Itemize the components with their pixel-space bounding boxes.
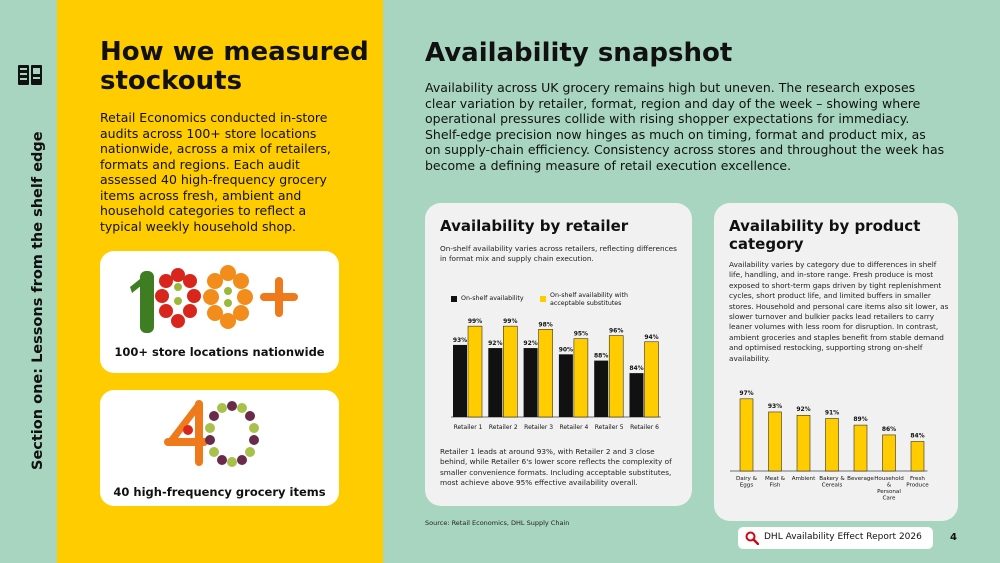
retailer-panel-title: Availability by retailer <box>440 217 629 235</box>
source-note: Source: Retail Economics, DHL Supply Chain <box>425 519 570 527</box>
retailer-panel-footnote: Retailer 1 leads at around 93%, with Retailer 2 and 3 close behind, while Retailer 6's lower score reflects the complexity of smaller convenience formats. Including acceptable substitutes, most achieve above 95% effective availability overall. <box>440 447 672 488</box>
tick-label-category-1: Dairy & Eggs <box>735 476 758 489</box>
tick-label-retailer-5: Retailer 5 <box>594 424 624 431</box>
section-sidebar <box>0 0 57 563</box>
category-panel <box>714 203 958 521</box>
bar-on-shelf-1 <box>453 345 467 417</box>
bar-on-shelf-5 <box>594 361 608 417</box>
bar-substitutes-2 <box>503 326 517 417</box>
data-label-category-2: 93% <box>767 402 783 410</box>
data-label-on-shelf-6: 84% <box>629 365 644 373</box>
produce-100-plus-illustration <box>100 251 339 343</box>
stat-card-items <box>100 390 339 506</box>
data-label-substitutes-4: 95% <box>573 330 589 338</box>
legend-label-on-shelf: On-shelf availability <box>461 295 524 302</box>
method-body: Retail Economics conducted in-store audits across 100+ store locations nationwide, across a mix of retailers, formats and regions. Each audit assessed 40 high-frequency grocery items across fresh, ambient and household categories to reflect a typical weekly household shop. <box>100 110 331 234</box>
data-label-substitutes-2: 99% <box>503 318 518 326</box>
retailer-panel-description: On-shelf availability varies across retailers, reflecting differences in format mix and supply chain execution. <box>440 244 677 264</box>
page-number: 4 <box>950 532 957 543</box>
data-label-category-6: 86% <box>881 425 897 433</box>
tick-label-retailer-6: Retailer 6 <box>630 424 659 431</box>
tick-label-retailer-2: Retailer 2 <box>488 424 518 431</box>
data-label-substitutes-5: 96% <box>609 327 624 335</box>
retailer-bar-chart <box>425 313 692 441</box>
bar-substitutes-4 <box>574 339 588 417</box>
data-label-category-1: 97% <box>739 389 754 397</box>
tick-label-retailer-1: Retailer 1 <box>453 424 483 431</box>
category-panel-description: Availability varies by category due to differences in shelf life, handling, and in-store range. Fresh produce is most exposed to short-term gaps driven by tight replenishment cycles, short product life, and limited buffers in smaller stores. Household and personal care items also sit lower, as slower turnover and bulkier packs lead retailers to carry leaner volumes with less room for disruption. In contrast, ambient groceries and staples benefit from stable demand and optimised restocking, supporting strong on-shelf availability. <box>729 260 949 363</box>
category-bar-chart <box>714 373 958 519</box>
bar-category-5 <box>854 425 867 471</box>
bar-category-4 <box>826 419 839 471</box>
stat-card-stores <box>100 251 339 373</box>
method-title: How we measured stockouts <box>100 37 369 96</box>
legend-swatch-substitutes <box>540 296 546 302</box>
data-label-category-4: 91% <box>824 409 840 417</box>
data-label-substitutes-1: 99% <box>467 318 483 326</box>
tick-label-category-7: Fresh Produce <box>906 476 929 489</box>
data-label-category-7: 84% <box>910 432 925 440</box>
document-icon <box>17 64 43 86</box>
bar-on-shelf-6 <box>630 373 644 417</box>
tick-label-category-5: Beverage <box>847 476 874 482</box>
data-label-category-5: 89% <box>853 416 868 424</box>
bar-substitutes-3 <box>539 329 553 417</box>
bar-substitutes-6 <box>645 342 659 417</box>
bar-on-shelf-2 <box>488 348 502 417</box>
page-title: Availability snapshot <box>425 38 733 68</box>
legend-label-substitutes: On-shelf availability with acceptable substitutes <box>550 292 628 307</box>
section-label: Section one: Lessons from the shelf edge <box>30 131 46 470</box>
stat-label-stores: 100+ store locations nationwide <box>114 345 325 359</box>
tick-label-category-6: Household & Personal Care <box>874 476 904 502</box>
bar-substitutes-1 <box>468 326 482 417</box>
bar-category-3 <box>797 415 810 471</box>
bar-category-1 <box>740 399 753 471</box>
data-label-category-3: 92% <box>796 406 811 414</box>
data-label-substitutes-6: 94% <box>644 333 659 341</box>
bar-category-2 <box>769 412 782 471</box>
data-label-on-shelf-5: 88% <box>594 352 609 360</box>
produce-40-illustration <box>100 390 339 482</box>
bar-category-6 <box>883 435 896 471</box>
legend-swatch-on-shelf <box>451 296 457 302</box>
tick-label-category-3: Ambient <box>791 476 816 482</box>
category-panel-title: Availability by product category <box>729 217 921 253</box>
report-badge <box>738 527 933 549</box>
bar-category-7 <box>911 441 924 471</box>
data-label-on-shelf-1: 93% <box>452 336 468 344</box>
stat-label-items: 40 high-frequency grocery items <box>113 485 326 499</box>
report-title: DHL Availability Effect Report 2026 <box>764 532 922 542</box>
data-label-on-shelf-2: 92% <box>488 340 503 348</box>
tick-label-category-2: Meat & Fish <box>764 476 786 489</box>
tick-label-category-4: Bakery & Cereals <box>819 476 845 489</box>
bar-on-shelf-3 <box>524 348 538 417</box>
intro-paragraph: Availability across UK grocery remains high but uneven. The research exposes clear variation by retailer, format, region and day of the week – showing where operational pressures collide with rising shopper expectations for immediacy. Shelf-edge precision now hinges as much on timing, format and product mix, as on supply-chain efficiency. Consistency across stores and throughout the week has become a defining measure of retail execution excellence. <box>425 80 945 173</box>
data-label-on-shelf-4: 90% <box>558 346 574 354</box>
tick-label-retailer-4: Retailer 4 <box>559 424 589 431</box>
tick-label-retailer-3: Retailer 3 <box>524 424 554 431</box>
bar-on-shelf-4 <box>559 354 573 417</box>
data-label-substitutes-3: 98% <box>538 321 553 329</box>
data-label-on-shelf-3: 92% <box>523 340 538 348</box>
search-icon <box>745 531 759 545</box>
bar-substitutes-5 <box>609 336 623 417</box>
retailer-panel <box>425 203 692 506</box>
